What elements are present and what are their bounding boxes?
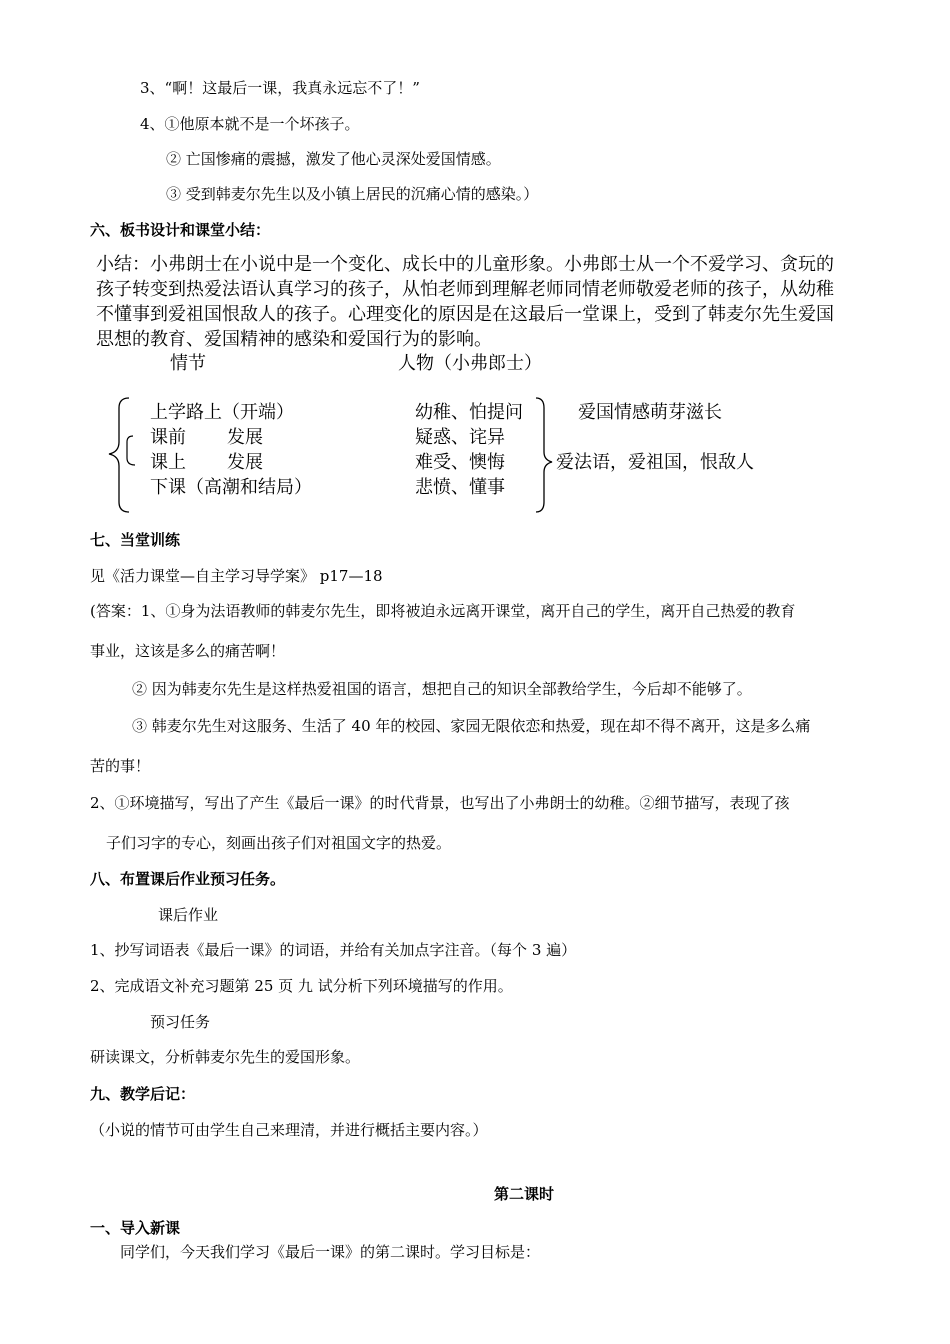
answer-1-line-2: 事业，这该是多么的痛苦啊！ xyxy=(90,642,286,660)
summary-line-2: 孩子转变到热爱法语认真学习的孩子，从怕老师到理解老师同情老师敬爱老师的孩子，从幼稚 xyxy=(96,279,834,300)
teaching-note: （小说的情节可由学生自己来理清，并进行概括主要内容。） xyxy=(90,1121,488,1139)
homework-item-1: 1、抄写词语表《最后一课》的词语，并给有关加点字注音。（每个 3 遍） xyxy=(90,941,577,959)
answer-item-4-3: ③ 受到韩麦尔先生以及小镇上居民的沉痛心情的感染。） xyxy=(166,185,539,203)
preview-title: 预习任务 xyxy=(150,1013,211,1031)
lesson-2-heading: 一、导入新课 xyxy=(90,1219,181,1237)
answer-1-item-3-line-2: 苦的事！ xyxy=(90,757,151,775)
answer-2-line-2: 子们习字的专心，刻画出孩子们对祖国文字的热爱。 xyxy=(106,834,452,852)
exercise-reference: 见《活力课堂—自主学习导学案》 p17—18 xyxy=(90,567,383,585)
board-result-2: 爱法语，爱祖国，恨敌人 xyxy=(556,452,754,473)
board-result-1: 爱国情感萌芽滋长 xyxy=(578,402,722,423)
left-brace xyxy=(105,396,135,514)
section-7-heading: 七、当堂训练 xyxy=(90,531,181,549)
answer-1-item-3-line-1: ③ 韩麦尔先生对这服务、生活了 40 年的校园、家园无限依恋和热爱，现在却不得不离开，这是多么痛 xyxy=(132,717,811,735)
lesson-2-title: 第二课时 xyxy=(494,1185,555,1203)
section-9-heading: 九、教学后记： xyxy=(90,1085,196,1103)
answer-2-line-1: 2、①环境描写，写出了产生《最后一课》的时代背景，也写出了小弗朗士的幼稚。②细节描写，表现了孩 xyxy=(90,794,790,812)
plot-row-3-dev: 发展 xyxy=(227,452,263,473)
plot-row-2-dev: 发展 xyxy=(227,427,263,448)
section-8-heading: 八、布置课后作业预习任务。 xyxy=(90,870,286,888)
plot-row-3: 课上 xyxy=(150,452,186,473)
person-row-4: 悲愤、懂事 xyxy=(415,477,505,498)
homework-title: 课后作业 xyxy=(158,906,219,924)
summary-line-4: 思想的教育、爱国精神的感染和爱国行为的影响。 xyxy=(96,329,492,350)
answer-1-item-2: ② 因为韩麦尔先生是这样热爱祖国的语言，想把自己的知识全部教给学生，今后却不能够了。 xyxy=(132,680,752,698)
lesson-2-intro: 同学们，今天我们学习《最后一课》的第二课时。学习目标是： xyxy=(120,1243,541,1261)
person-row-1: 幼稚、怕提问 xyxy=(415,402,523,423)
board-col-person: 人物（小弗郎士） xyxy=(398,353,542,374)
person-row-3: 难受、懊悔 xyxy=(415,452,505,473)
answer-item-3: 3、“啊！这最后一课，我真永远忘不了！” xyxy=(140,79,420,97)
board-col-plot: 情节 xyxy=(170,353,206,374)
right-brace xyxy=(532,396,558,514)
answer-1-line-1: (答案：1、①身为法语教师的韩麦尔先生，即将被迫永远离开课堂，离开自己的学生，离开自己热爱的教育 xyxy=(90,602,796,620)
plot-row-4: 下课（高潮和结局） xyxy=(150,477,312,498)
summary-line-3: 不懂事到爱祖国恨敌人的孩子。心理变化的原因是在这最后一堂课上，受到了韩麦尔先生爱国 xyxy=(96,304,834,325)
preview-task: 研读课文，分析韩麦尔先生的爱国形象。 xyxy=(90,1048,361,1066)
person-row-2: 疑惑、诧异 xyxy=(415,427,505,448)
plot-row-1: 上学路上（开端） xyxy=(150,402,294,423)
homework-item-2: 2、完成语文补充习题第 25 页 九 试分析下列环境描写的作用。 xyxy=(90,977,513,995)
section-6-heading: 六、板书设计和课堂小结： xyxy=(90,221,271,239)
summary-line-1: 小结：小弗朗士在小说中是一个变化、成长中的儿童形象。小弗郎士从一个不爱学习、贪玩的 xyxy=(96,254,834,275)
answer-item-4-2: ② 亡国惨痛的震撼，激发了他心灵深处爱国情感。 xyxy=(166,150,501,168)
plot-row-2: 课前 xyxy=(150,427,186,448)
answer-item-4: 4、①他原本就不是一个坏孩子。 xyxy=(140,115,360,133)
